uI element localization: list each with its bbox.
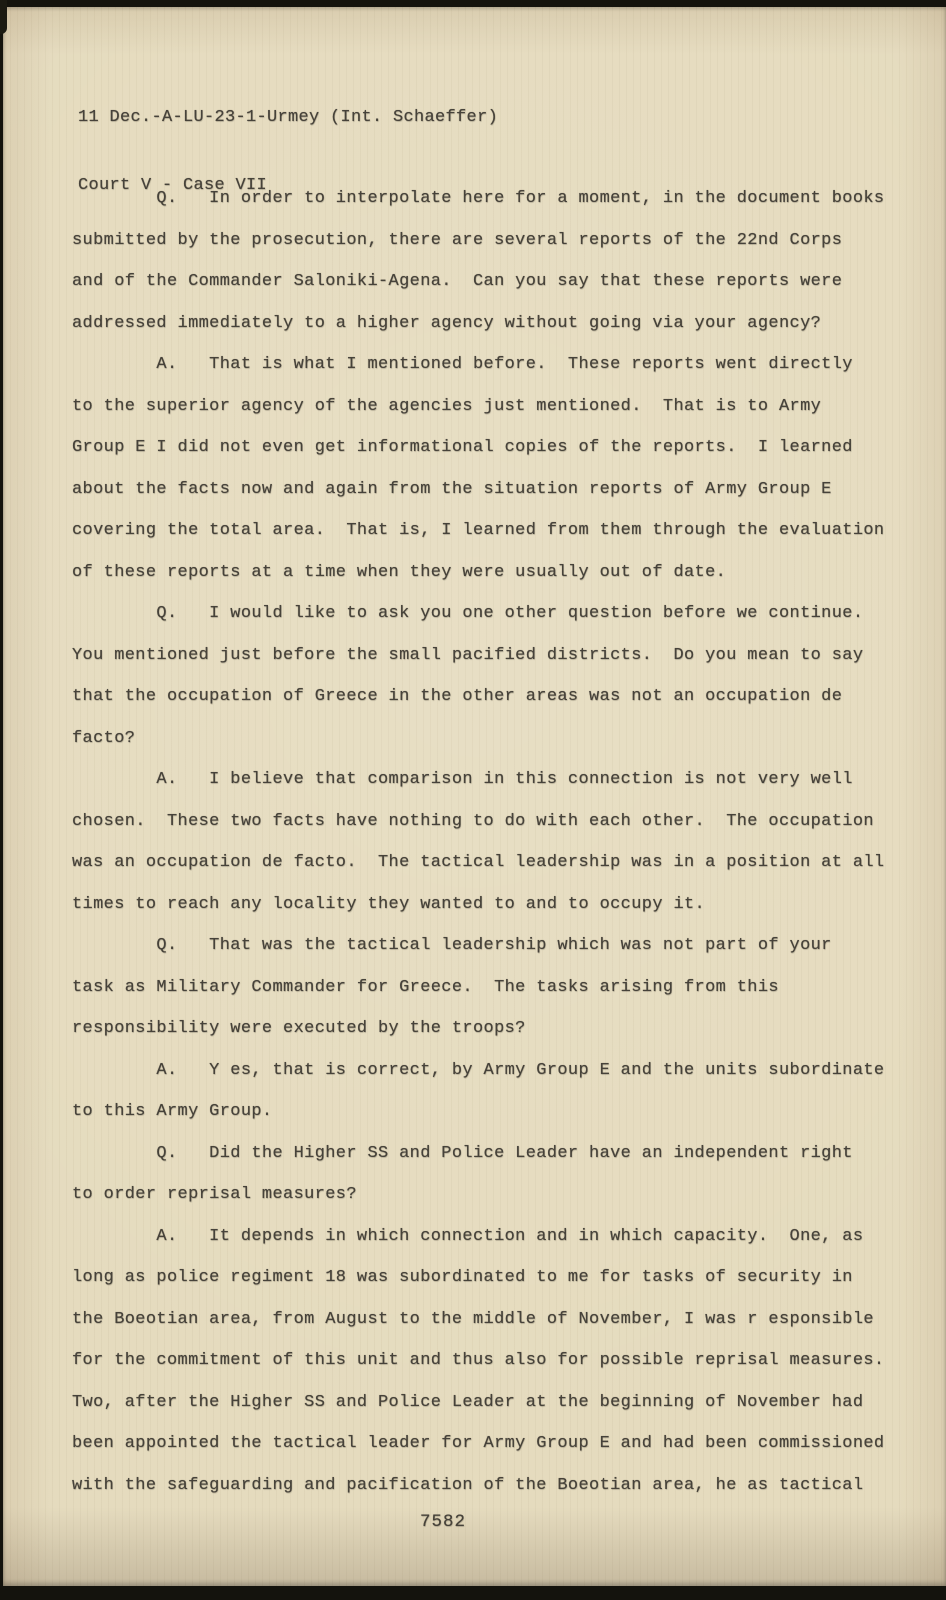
transcript-line: Q. Did the Higher SS and Police Leader have an independent right [72, 1143, 853, 1163]
transcript-line: with the safeguarding and pacification of the Boeotian area, he as tactical [72, 1475, 864, 1495]
transcript-line: submitted by the prosecution, there are several reports of the 22nd Corps [72, 230, 843, 250]
header-line-2: Court V - Case VII [78, 175, 268, 195]
transcript-line: the Boeotian area, from August to the middle of November, I was r esponsible [72, 1309, 874, 1329]
transcript-line: long as police regiment 18 was subordinated to me for tasks of security in [72, 1268, 853, 1287]
header-line-1: 11 Dec.-A-LU-23-1-Urmey (Int. Schaeffer) [78, 108, 499, 127]
transcript-line: Q. In order to interpolate here for a moment, in the document books [72, 189, 885, 208]
transcript-line: for the commitment of this unit and thus also for possible reprisal measures. [72, 1351, 885, 1370]
transcript-line: addressed immediately to a higher agency without going via your agency? [72, 313, 822, 333]
transcript-line: responsibility were executed by the troops? [72, 1019, 526, 1038]
transcript-line: been appointed the tactical leader for Army Group E and had been commissioned [72, 1434, 885, 1453]
transcript-line: to this Army Group. [72, 1102, 273, 1121]
transcript-line: that the occupation of Greece in the other areas was not an occupation de [72, 687, 843, 706]
transcript-line: about the facts now and again from the situation reports of Army Group E [72, 479, 832, 499]
page-number: 7582 [419, 1512, 466, 1532]
paper-sheet [3, 7, 946, 1586]
transcript-line: Q. That was the tactical leadership which was not part of your [72, 936, 832, 955]
transcript-line: covering the total area. That is, I learned from them through the evaluation [72, 521, 885, 540]
transcript-line: of these reports at a time when they were usually out of date. [72, 562, 727, 582]
transcript-line: task as Military Commander for Greece. The tasks arising from this [72, 977, 779, 997]
transcript-line: You mentioned just before the small pacified districts. Do you mean to say [72, 645, 864, 665]
transcript-line: times to reach any locality they wanted to and to occupy it. [72, 894, 706, 914]
scan-edge-corner [0, 0, 7, 34]
transcript-line: A. Y es, that is correct, by Army Group E and the units subordinate [72, 1060, 885, 1080]
transcript-line: A. It depends in which connection and in which capacity. One, as [72, 1226, 864, 1246]
transcript-line: Q. I would like to ask you one other question before we continue. [72, 604, 864, 623]
transcript-line: Two, after the Higher SS and Police Leader at the beginning of November had [72, 1392, 864, 1412]
transcript-line: A. I believe that comparison in this connection is not very well [72, 770, 853, 789]
transcript-line: to order reprisal measures? [72, 1185, 357, 1204]
transcript-line: was an occupation de facto. The tactical leadership was in a position at all [72, 853, 885, 872]
transcript-line: and of the Commander Saloniki-Agena. Can you say that these reports were [72, 272, 843, 291]
transcript-line: to the superior agency of the agencies just mentioned. That is to Army [72, 396, 822, 416]
transcript-line: A. That is what I mentioned before. These reports went directly [72, 355, 853, 374]
transcript-line: Group E I did not even get informational copies of the reports. I learned [72, 438, 853, 457]
transcript-line: chosen. These two facts have nothing to do with each other. The occupation [72, 811, 874, 831]
transcript-line: facto? [72, 728, 136, 748]
transcript-body [72, 178, 926, 1506]
